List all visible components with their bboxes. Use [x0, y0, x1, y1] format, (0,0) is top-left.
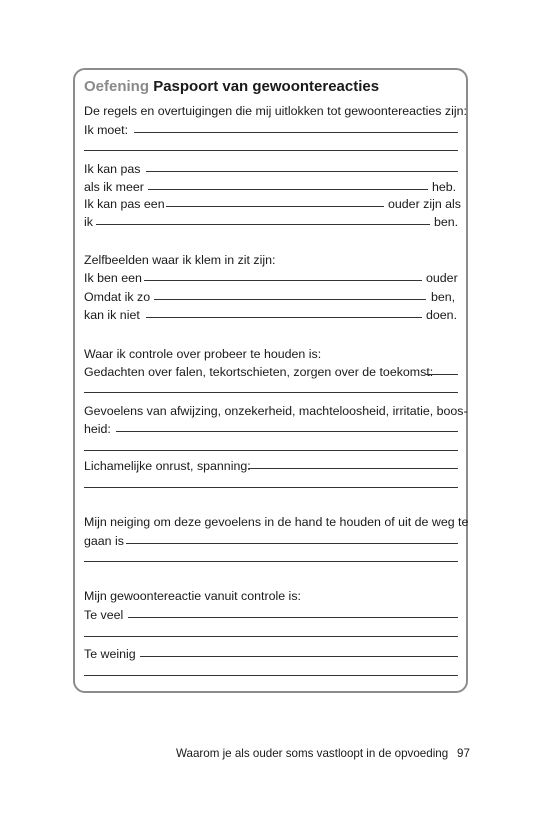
answer-line[interactable] — [146, 317, 422, 318]
exercise-title — [84, 78, 379, 95]
ben-label: ben. — [434, 215, 459, 229]
neiging-label-line2: gaan is — [84, 534, 124, 548]
intro-text: De regels en overtuigingen die mij uitlokken tot gewoontereacties zijn: — [84, 104, 467, 118]
answer-line[interactable] — [84, 450, 458, 451]
running-title: Waarom je als ouder soms vastloopt in de opvoeding — [176, 747, 449, 760]
answer-line[interactable] — [140, 656, 458, 657]
ouder-label: ouder — [426, 271, 458, 285]
answer-line[interactable] — [154, 299, 426, 300]
zelfbeelden-label: Zelfbeelden waar ik klem in zit zijn: — [84, 253, 276, 267]
ouder-zijn-als-label: ouder zijn als — [388, 197, 462, 211]
omdat-ik-zo-label: Omdat ik zo — [84, 290, 151, 304]
answer-line[interactable] — [96, 224, 430, 225]
answer-line[interactable] — [166, 206, 384, 207]
controle-intro: Waar ik controle over probeer te houden is: — [84, 347, 322, 361]
gewoontereactie-label: Mijn gewoontereactie vanuit controle is: — [84, 589, 301, 603]
answer-line[interactable] — [426, 374, 458, 375]
gedachten-label: Gedachten over falen, tekortschieten, zorgen over de toekomst: — [84, 365, 434, 379]
answer-line[interactable] — [84, 675, 458, 676]
doen-label: doen. — [426, 308, 458, 322]
answer-line[interactable] — [248, 468, 458, 469]
answer-line[interactable] — [84, 392, 458, 393]
als-ik-meer-label: als ik meer — [84, 180, 144, 194]
ik-kan-pas-label: Ik kan pas — [84, 162, 141, 176]
exercise-name: Paspoort van gewoontereacties — [153, 78, 380, 95]
answer-line[interactable] — [116, 431, 458, 432]
ik-kan-pas-een-label: Ik kan pas een — [84, 197, 165, 211]
kan-ik-niet-label: kan ik niet — [84, 308, 140, 322]
gevoelens-label-line1: Gevoelens van afwijzing, onzekerheid, machteloosheid, irritatie, boos- — [84, 404, 468, 418]
exercise-label: Oefening — [84, 78, 150, 95]
answer-line[interactable] — [128, 617, 458, 618]
answer-line[interactable] — [126, 543, 458, 544]
neiging-label-line1: Mijn neiging om deze gevoelens in de hand te houden of uit de weg te — [84, 515, 469, 529]
answer-line[interactable] — [148, 189, 428, 190]
ik-moet-label: Ik moet: — [84, 123, 129, 137]
lichamelijke-label: Lichamelijke onrust, spanning: — [84, 459, 251, 473]
heb-label: heb. — [432, 180, 457, 194]
ik-label: ik — [84, 215, 93, 229]
te-veel-label: Te veel — [84, 608, 124, 622]
answer-line[interactable] — [146, 171, 458, 172]
answer-line[interactable] — [84, 150, 458, 151]
te-weinig-label: Te weinig — [84, 647, 136, 661]
answer-line[interactable] — [144, 280, 422, 281]
page-number: 97 — [457, 747, 470, 760]
answer-line[interactable] — [84, 487, 458, 488]
answer-line[interactable] — [84, 561, 458, 562]
answer-line[interactable] — [84, 636, 458, 637]
gevoelens-label-line2: heid: — [84, 422, 111, 436]
answer-line[interactable] — [134, 132, 458, 133]
ben-comma-label: ben, — [431, 290, 456, 304]
ik-ben-een-label: Ik ben een — [84, 271, 142, 285]
